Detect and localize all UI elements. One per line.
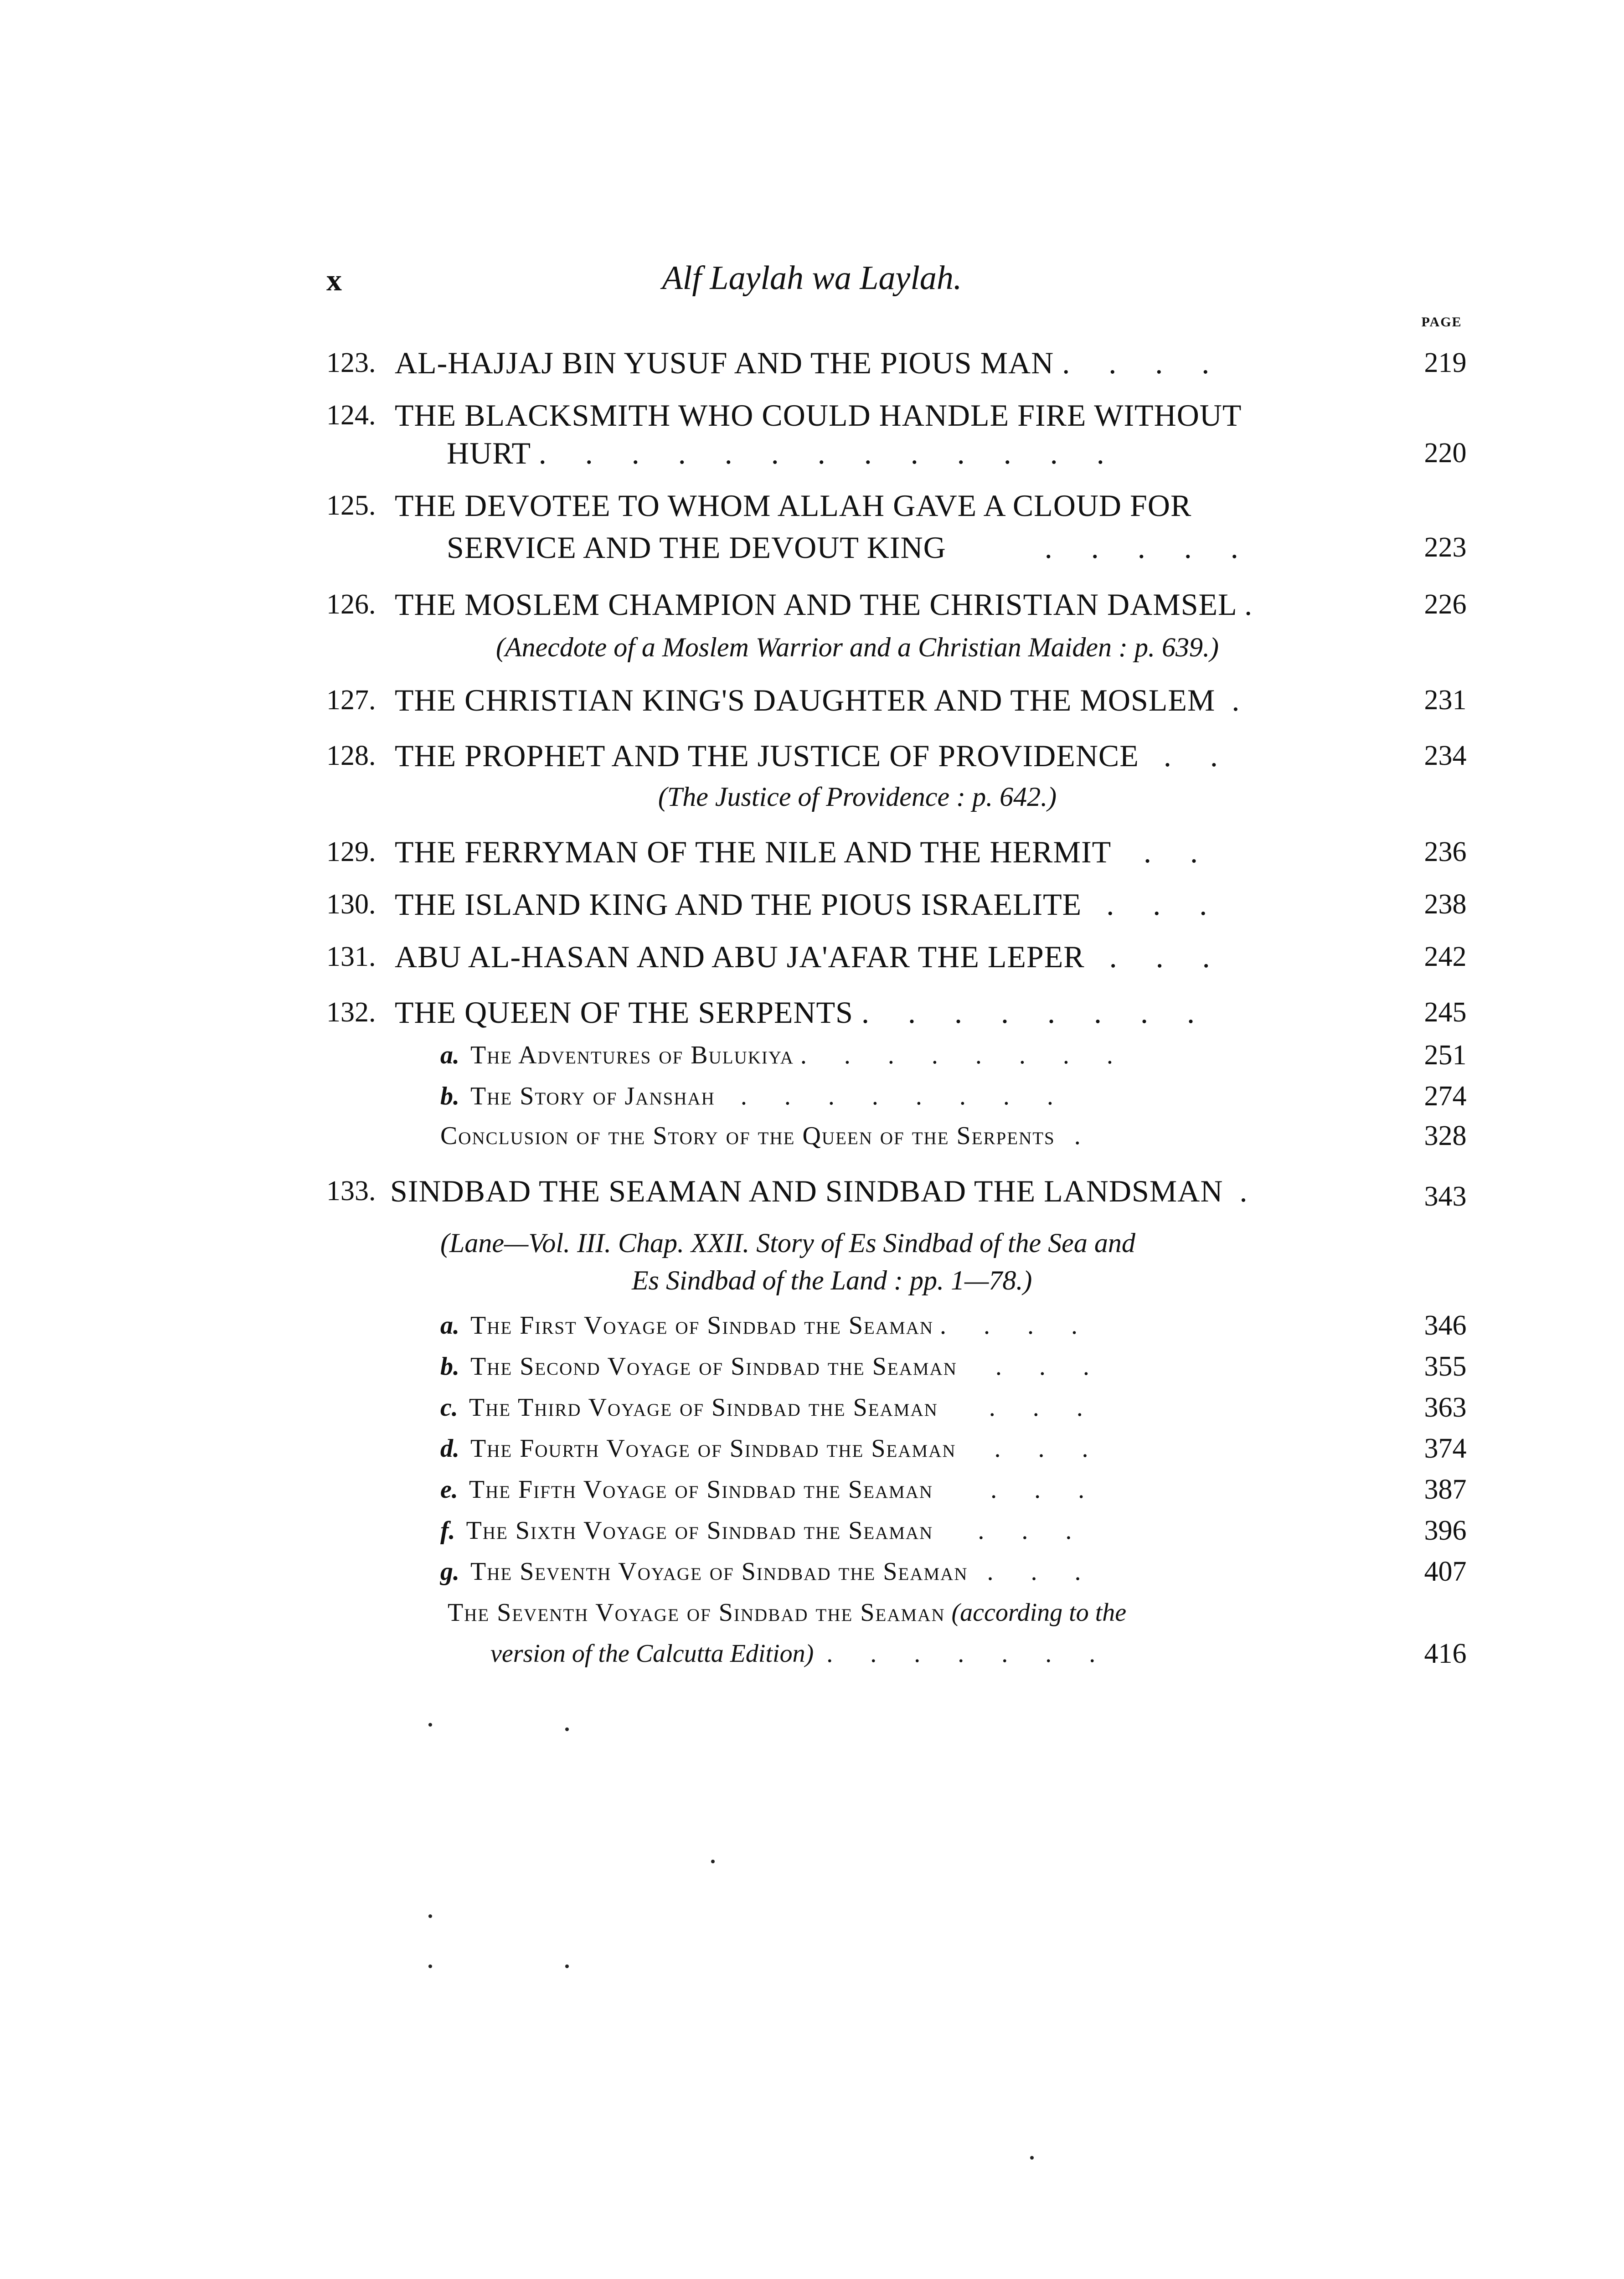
subentry-letter: g.	[440, 1557, 459, 1586]
entry-number: 132.	[326, 997, 376, 1028]
entry-page: 231	[1424, 685, 1467, 716]
subentry-title: The Third Voyage of Sindbad the Seaman	[469, 1393, 938, 1422]
toc-subentry: b. The Story of Janshah . . . . . . . . 274	[440, 1078, 1475, 1114]
subentry-title: The Seventh Voyage of Sindbad the Seaman	[470, 1557, 968, 1586]
entry-title: THE DEVOTEE TO WHOM ALLAH GAVE A CLOUD FOR	[395, 488, 1192, 523]
page-folio: x	[326, 263, 342, 297]
subentry-letter: a.	[440, 1311, 459, 1340]
lane-reference-note: (Lane—Vol. III. Chap. XXII. Story of Es Sindbad of the Sea and Es Sindbad of the Land : pp. 1—78.)	[440, 1228, 1135, 1295]
entry-number: 127.	[326, 685, 376, 716]
subentry-title: The Adventures of Bulukiya	[470, 1041, 794, 1069]
subentry-page: 387	[1424, 1474, 1467, 1505]
subentry-page: 374	[1424, 1433, 1467, 1464]
toc-subentry-final	[448, 1594, 1482, 1631]
entry-title: THE BLACKSMITH WHO COULD HANDLE FIRE WITHOUT	[395, 398, 1242, 433]
entry-number: 124.	[326, 400, 376, 431]
subentry-italic-note-cont: version of the Calcutta Edition)	[490, 1640, 814, 1668]
subentry-page: 407	[1424, 1556, 1467, 1587]
toc-subentry: a. The First Voyage of Sindbad the Seaman . . . . 346	[440, 1307, 1475, 1344]
subentry-letter: c.	[440, 1393, 458, 1422]
subentry-letter: f.	[440, 1516, 455, 1545]
subentry-page: 346	[1424, 1310, 1467, 1341]
entry-title: THE MOSLEM CHAMPION AND THE CHRISTIAN DAMSEL .	[395, 587, 1268, 622]
entry-number: 126.	[326, 589, 376, 620]
entry-note: (Anecdote of a Moslem Warrior and a Christian Maiden : p. 639.)	[496, 632, 1219, 662]
subentry-letter: b.	[440, 1352, 459, 1381]
entry-number: 130.	[326, 889, 376, 920]
entry-number: 129.	[326, 836, 376, 867]
entry-title: THE FERRYMAN OF THE NILE AND THE HERMIT . .	[395, 835, 1213, 869]
entry-title-continuation: SERVICE AND THE DEVOUT KING . . . . .	[447, 530, 1254, 565]
subentry-letter: a.	[440, 1041, 459, 1069]
toc-subentry: e. The Fifth Voyage of Sindbad the Seaman . . . 387	[440, 1471, 1475, 1508]
toc-subentry: b. The Second Voyage of Sindbad the Seaman . . . 355	[440, 1348, 1475, 1385]
toc-subentry: c. The Third Voyage of Sindbad the Seaman . . . 363	[440, 1389, 1475, 1426]
subentry-title: The Fourth Voyage of Sindbad the Seaman	[470, 1434, 956, 1463]
entry-title: THE QUEEN OF THE SERPENTS . . . . . . . .	[395, 995, 1210, 1030]
toc-subentry: f. The Sixth Voyage of Sindbad the Seaman . . . 396	[440, 1512, 1475, 1549]
entry-title: THE CHRISTIAN KING'S DAUGHTER AND THE MOSLEM .	[395, 683, 1255, 717]
entry-title: AL-HAJJAJ BIN YUSUF AND THE PIOUS MAN . . . .	[395, 345, 1225, 380]
entry-page: 236	[1424, 836, 1467, 867]
entry-number: 128.	[326, 740, 376, 771]
running-title: Alf Laylah wa Laylah.	[662, 259, 962, 297]
subentry-letter: d.	[440, 1434, 459, 1463]
subentry-title: The Fifth Voyage of Sindbad the Seaman	[469, 1475, 933, 1504]
subentry-page: 274	[1424, 1081, 1467, 1112]
entry-page: 223	[1424, 532, 1467, 563]
subentry-page: 396	[1424, 1515, 1467, 1546]
entry-page: 220	[1424, 438, 1467, 469]
subentry-page: 251	[1424, 1040, 1467, 1071]
subentry-page: 355	[1424, 1351, 1467, 1382]
subentry-title: The First Voyage of Sindbad the Seaman	[470, 1311, 934, 1340]
entry-title: THE PROPHET AND THE JUSTICE OF PROVIDENCE . .	[395, 738, 1233, 773]
entry-title-continuation: HURT . . . . . . . . . . . . .	[447, 436, 1120, 470]
entry-note: (The Justice of Providence : p. 642.)	[658, 782, 1057, 812]
subentry-title: The Seventh Voyage of Sindbad the Seaman	[448, 1598, 945, 1627]
entry-title: SINDBAD THE SEAMAN AND SINDBAD THE LANDSMAN .	[390, 1174, 1263, 1208]
subentry-page: 363	[1424, 1392, 1467, 1423]
toc-subentry: d. The Fourth Voyage of Sindbad the Seaman . . . 374	[440, 1430, 1475, 1467]
toc-subentry-final-continuation: version of the Calcutta Edition) . . . . . . . 416	[490, 1635, 1475, 1672]
entry-page: 242	[1424, 941, 1467, 972]
subentry-title: The Story of Janshah	[470, 1082, 715, 1110]
page-column-label: PAGE	[1421, 315, 1462, 330]
subentry-page: 328	[1424, 1120, 1467, 1151]
entry-page: 226	[1424, 589, 1467, 620]
entry-page: 219	[1424, 347, 1467, 378]
entry-number: 133.	[326, 1176, 376, 1207]
entry-title: ABU AL-HASAN AND ABU JA'AFAR THE LEPER . . .	[395, 939, 1226, 974]
subentry-letter: b.	[440, 1082, 459, 1110]
toc-subentry: Conclusion of the Story of the Queen of the Serpents . 328	[440, 1118, 1475, 1154]
entry-number: 123.	[326, 347, 376, 378]
entry-page: 245	[1424, 997, 1467, 1028]
subentry-italic-note: (according to the	[951, 1598, 1127, 1627]
subentry-title: The Sixth Voyage of Sindbad the Seaman	[466, 1516, 933, 1545]
entry-number: 131.	[326, 941, 376, 972]
entry-number: 125.	[326, 490, 376, 521]
subentry-title: Conclusion of the Story of the Queen of the Serpents	[440, 1122, 1055, 1150]
entry-page: 343	[1424, 1181, 1467, 1212]
entry-title: THE ISLAND KING AND THE PIOUS ISRAELITE . . .	[395, 887, 1223, 922]
subentry-title: The Second Voyage of Sindbad the Seaman	[470, 1352, 957, 1381]
toc-subentry: a. The Adventures of Bulukiya . . . . . . . . 251	[440, 1037, 1475, 1073]
subentry-letter: e.	[440, 1475, 458, 1504]
entry-page: 234	[1424, 740, 1467, 771]
subentry-page: 416	[1424, 1638, 1467, 1669]
entry-page: 238	[1424, 889, 1467, 920]
toc-subentry: g. The Seventh Voyage of Sindbad the Seaman . . . 407	[440, 1553, 1475, 1590]
